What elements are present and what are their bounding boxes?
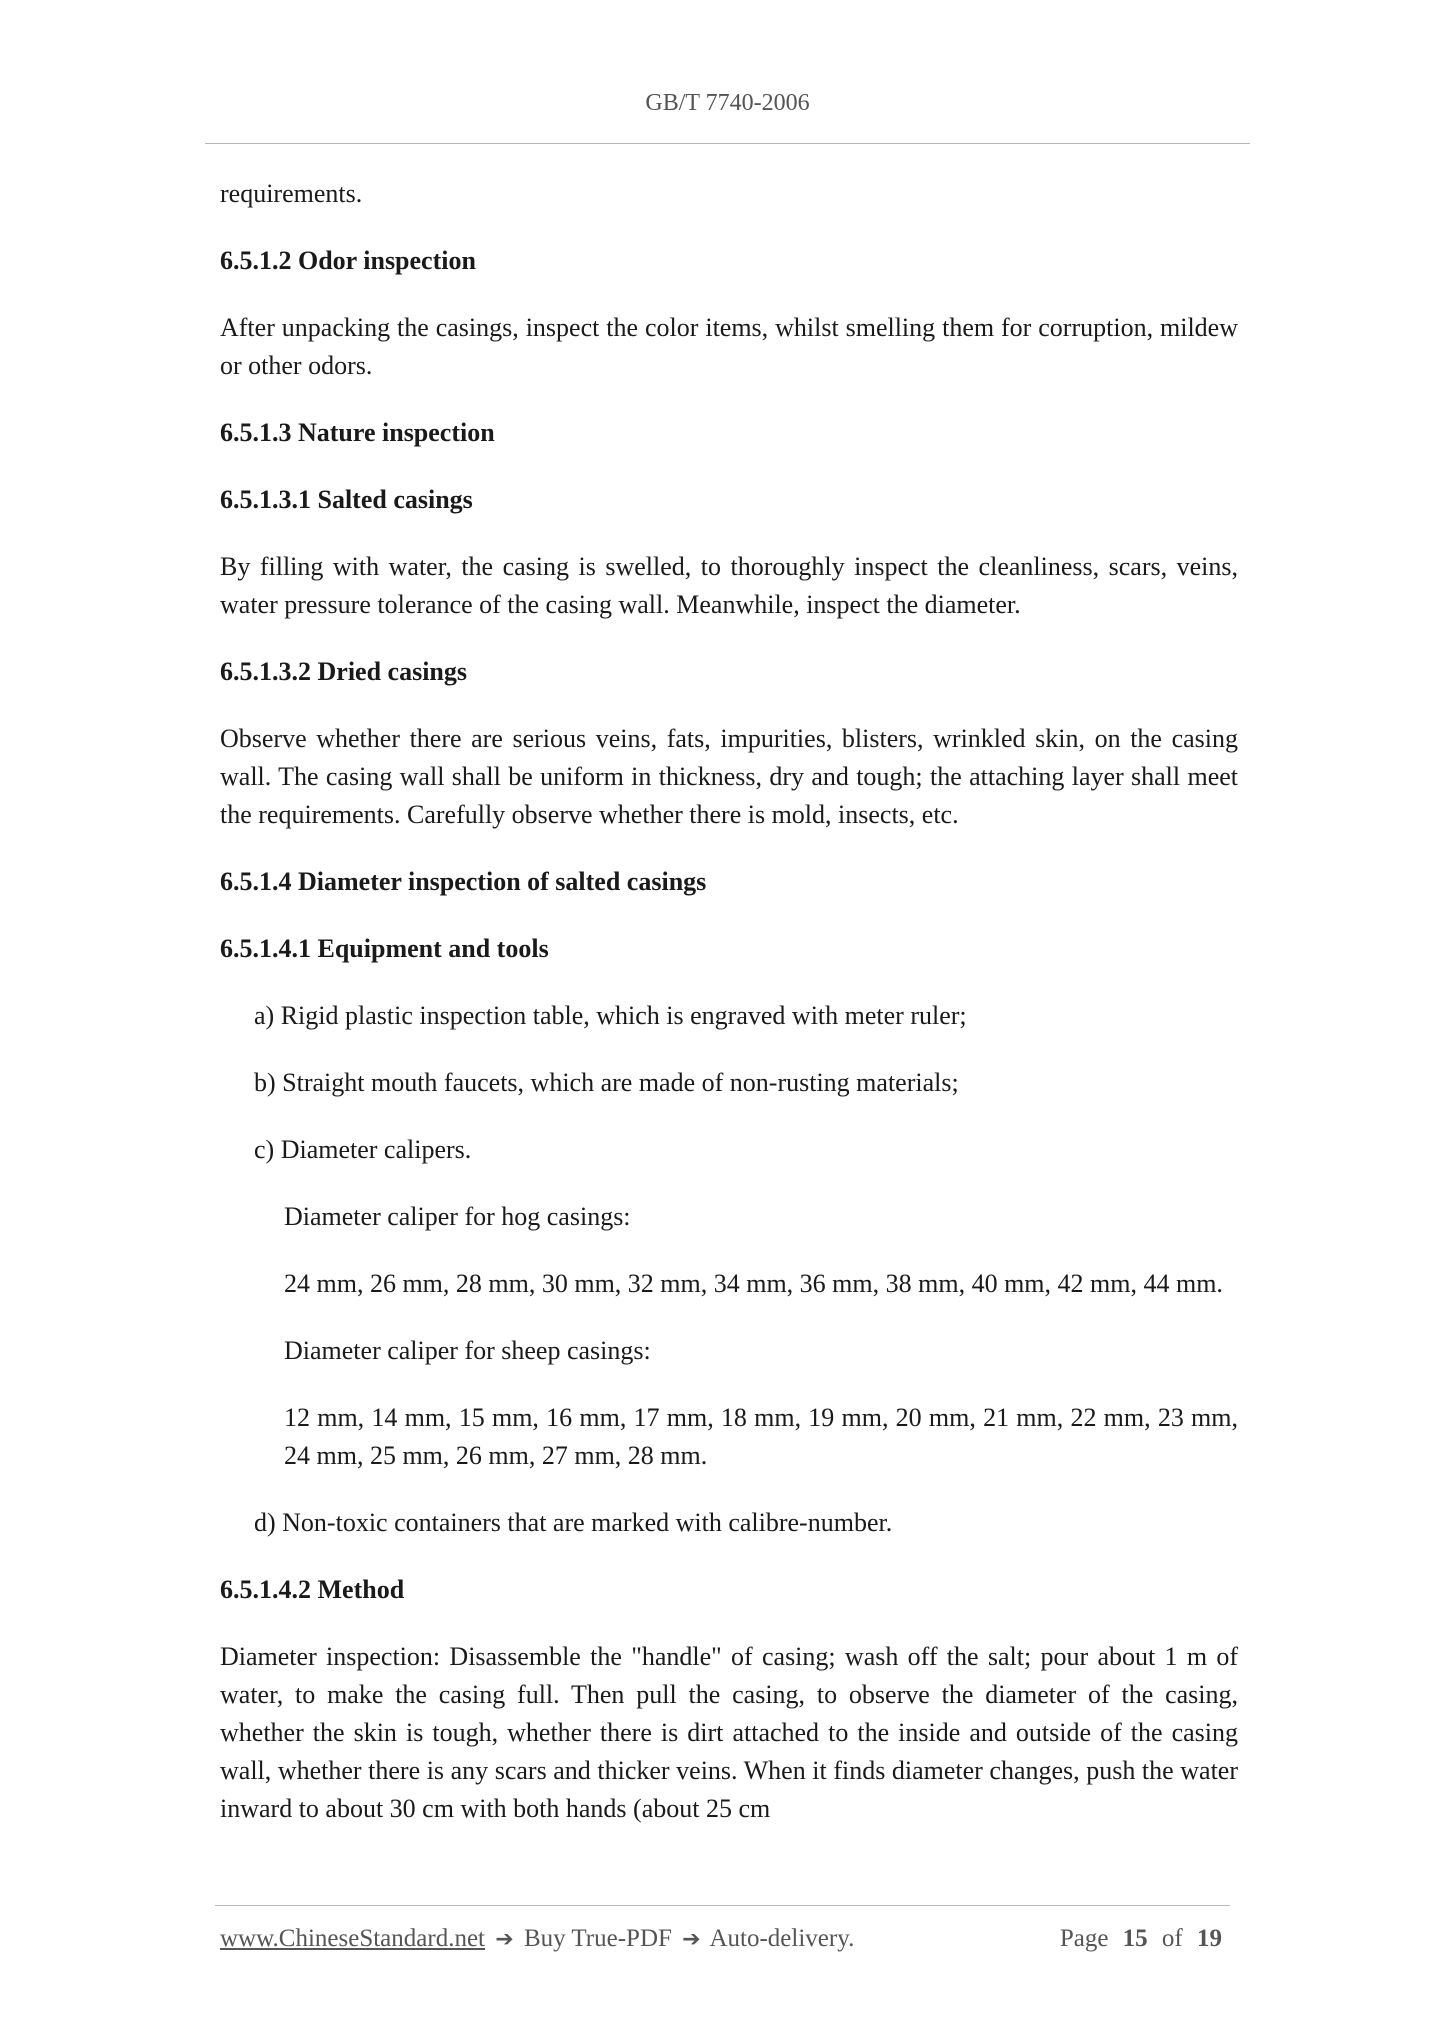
arrow-right-icon: ➔ <box>495 1927 514 1952</box>
page-current: 15 <box>1122 1925 1148 1952</box>
heading-method: 6.5.1.4.2 Method <box>220 1575 405 1604</box>
site-link[interactable]: www.ChineseStandard.net <box>220 1925 485 1952</box>
list-item-d: d) Non-toxic containers that are marked with calibre-number. <box>254 1508 893 1537</box>
arrow-right-icon: ➔ <box>682 1927 701 1952</box>
list-item-b: b) Straight mouth faucets, which are made of non-rusting materials; <box>254 1068 959 1097</box>
hog-caliper-values: 24 mm, 26 mm, 28 mm, 30 mm, 32 mm, 34 mm, 36 mm, 38 mm, 40 mm, 42 mm, 44 mm. <box>284 1269 1223 1298</box>
sheep-caliper-values: 12 mm, 14 mm, 15 mm, 16 mm, 17 mm, 18 mm, 19 mm, 20 mm, 21 mm, 22 mm, 23 mm, 24 mm, 25 mm, 26 mm, 27 mm, 28 mm. <box>284 1403 1238 1470</box>
heading-salted-casings: 6.5.1.3.1 Salted casings <box>220 485 473 514</box>
paragraph-method: Diameter inspection: Disassemble the "handle" of casing; wash off the salt; pour about 1 m of water, to make the casing full. Then pull the casing, to observe the diameter of the casing, whether the skin is tough, whether there is dirt attached to the inside and outside of the casing wall, whether there is any scars and thicker veins. When it finds diameter changes, push the water inward to about 30 cm with both hands (about 25 cm <box>220 1642 1238 1823</box>
heading-dried-casings: 6.5.1.3.2 Dried casings <box>220 657 467 686</box>
heading-nature-inspection: 6.5.1.3 Nature inspection <box>220 418 495 447</box>
paragraph-dried: Observe whether there are serious veins, fats, impurities, blisters, wrinkled skin, on the casing wall. The casing wall shall be uniform in thickness, dry and tough; the attaching layer shall meet the requirements. Carefully observe whether there is mold, insects, etc. <box>220 724 1238 829</box>
footer-divider <box>215 1905 1230 1906</box>
heading-diameter-inspection: 6.5.1.4 Diameter inspection of salted casings <box>220 867 707 896</box>
paragraph-continuation: requirements. <box>220 179 363 208</box>
list-item-a: a) Rigid plastic inspection table, which is engraved with meter ruler; <box>254 1001 967 1030</box>
header-divider <box>205 143 1250 144</box>
heading-odor-inspection: 6.5.1.2 Odor inspection <box>220 246 476 275</box>
page-of: of <box>1161 1925 1183 1952</box>
page-number <box>1060 1925 1230 1953</box>
page-header: GB/T 7740-2006 <box>645 90 810 116</box>
page-total: 19 <box>1197 1925 1222 1952</box>
hog-caliper-label: Diameter caliper for hog casings: <box>284 1202 631 1231</box>
delivery-text: Auto-delivery. <box>709 1925 855 1952</box>
buy-text: Buy True-PDF <box>523 1925 672 1952</box>
document-body <box>220 175 1238 1857</box>
page-label: Page <box>1059 1925 1109 1952</box>
heading-equipment-tools: 6.5.1.4.1 Equipment and tools <box>220 934 549 963</box>
footer-left <box>220 1925 854 1953</box>
paragraph-salted: By filling with water, the casing is swelled, to thoroughly inspect the cleanliness, scars, veins, water pressure tolerance of the casing wall. Meanwhile, inspect the diameter. <box>220 552 1238 619</box>
list-item-c: c) Diameter calipers. <box>254 1135 472 1164</box>
page-footer <box>220 1925 1230 1953</box>
sheep-caliper-label: Diameter caliper for sheep casings: <box>284 1336 651 1365</box>
paragraph-odor: After unpacking the casings, inspect the color items, whilst smelling them for corruption, mildew or other odors. <box>220 313 1238 380</box>
